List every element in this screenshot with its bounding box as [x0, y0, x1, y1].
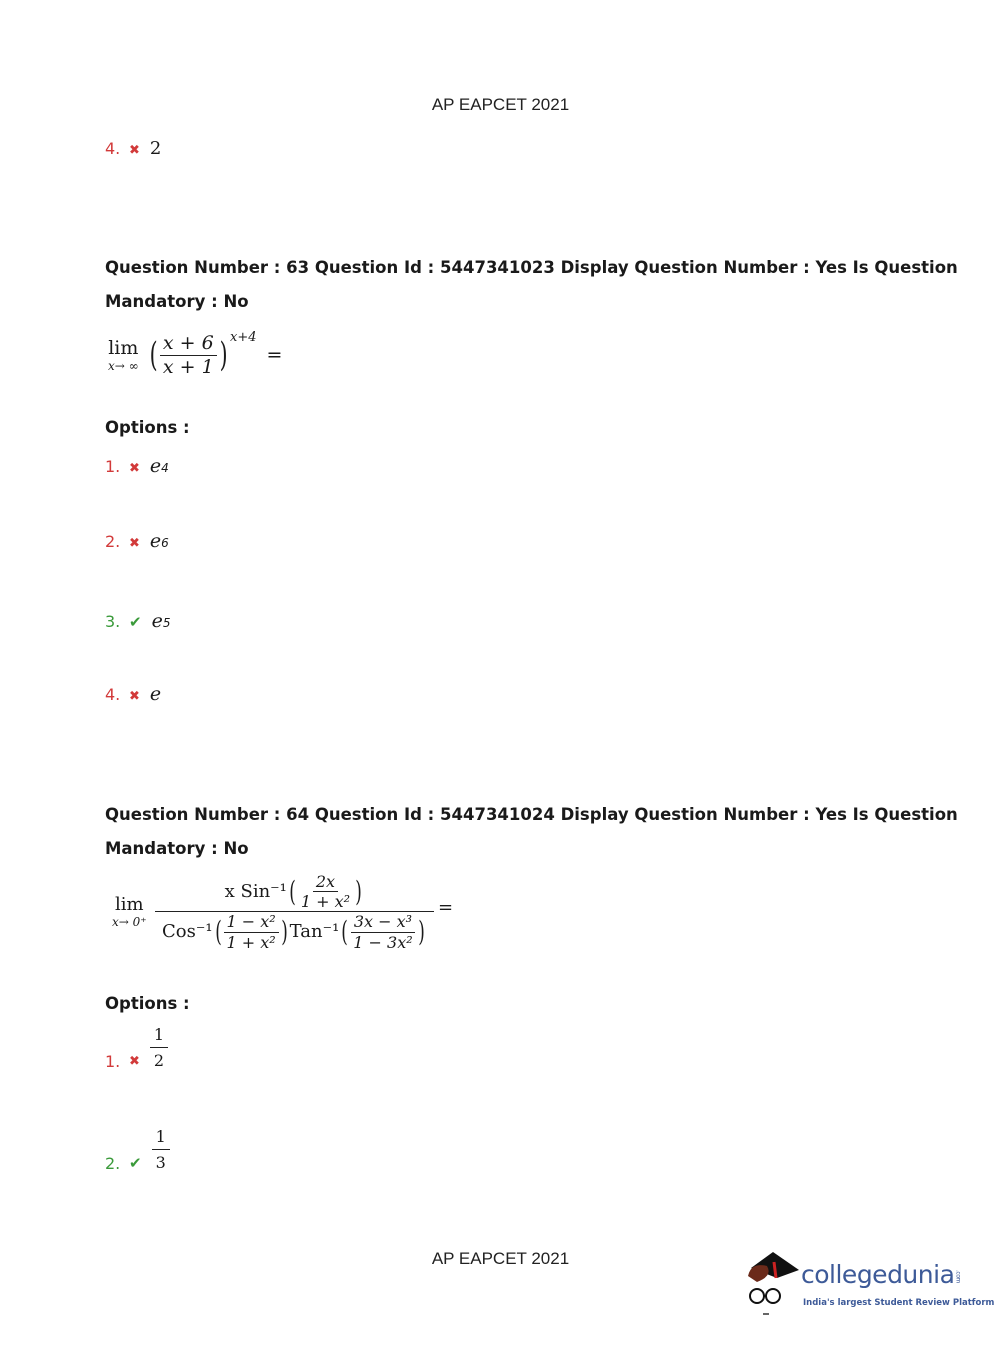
q64-options-label: Options : — [105, 994, 190, 1013]
option-numerator: 1 — [152, 1124, 170, 1150]
q63-options-label: Options : — [105, 418, 190, 437]
option-base: e — [149, 455, 162, 477]
numerator-prefix: x Sin⁻¹ — [224, 880, 287, 902]
option-denominator: 3 — [155, 1153, 166, 1172]
wrong-icon: ✖ — [129, 689, 140, 704]
equals: = — [437, 897, 454, 919]
option-number: 3. — [105, 612, 121, 631]
q64-math: lim x→ 0⁺ x Sin⁻¹ ( $\frac{2x}{\text{1 + x²}}$ ) Cos⁻¹ ( $\frac{\text{1 − x²}}{\text{1 + x²}}$ ) Tan⁻¹ ( $\frac{\text{3x − x³}}{\text{1 − 3x²}}$ ) = — [112, 872, 454, 952]
q63-option-3[interactable] — [105, 610, 170, 632]
prev-option-4 — [105, 138, 161, 159]
mascot-icon — [743, 1248, 803, 1318]
q64-option-1[interactable] — [105, 1022, 168, 1073]
option-value: 2 — [149, 138, 162, 159]
q63-option-1[interactable] — [105, 455, 169, 477]
equals: = — [266, 344, 283, 367]
page-header: AP EAPCET 2021 — [431, 95, 570, 114]
option-number: 2. — [105, 532, 121, 551]
wrong-icon: ✖ — [129, 1054, 140, 1069]
option-numerator: 1 — [150, 1022, 168, 1048]
check-icon: ✔ — [129, 1154, 142, 1172]
option-number: 1. — [105, 457, 121, 476]
logo-wordmark: collegedunia.com — [801, 1260, 962, 1289]
q63-header-line2: Mandatory : No — [105, 292, 249, 311]
option-number: 4. — [105, 685, 121, 704]
tan-numerator: 3x − x³ — [351, 912, 415, 932]
inner-numerator: 2x — [313, 872, 338, 892]
q64-header-line1: Question Number : 64 Question Id : 5447341024 Display Question Number : Yes Is Question — [105, 805, 958, 824]
tan-inverse: Tan⁻¹ — [289, 921, 340, 943]
q63-math: lim x→ ∞ ( $\frac{x + 6}{x + 1}$ ) x+4 = — [108, 330, 283, 378]
q64-header-line2: Mandatory : No — [105, 839, 249, 858]
option-number: 2. — [105, 1154, 121, 1173]
option-number: 4. — [105, 139, 121, 158]
cos-numerator: 1 − x² — [224, 912, 279, 932]
check-icon: ✔ — [129, 613, 142, 631]
exponent: x+4 — [229, 330, 257, 345]
collegedunia-logo — [743, 1248, 995, 1320]
wrong-icon: ✖ — [129, 536, 140, 551]
wrong-icon: ✖ — [129, 143, 140, 158]
option-base: e — [149, 683, 162, 705]
q63-option-4[interactable] — [105, 683, 161, 705]
option-exp: 6 — [161, 536, 169, 550]
tan-denominator: 1 − 3x² — [353, 932, 413, 952]
numerator: x + 6 — [160, 332, 217, 356]
inner-denominator: 1 + x² — [300, 892, 351, 912]
option-base: e — [149, 530, 162, 552]
lim-text: lim — [115, 894, 144, 916]
option-exp: 5 — [162, 616, 171, 630]
option-base: e — [151, 610, 163, 632]
q63-header-line1: Question Number : 63 Question Id : 5447341023 Display Question Number : Yes Is Question — [105, 258, 958, 277]
lim-subscript: x→ ∞ — [108, 359, 139, 374]
option-exp: 4 — [161, 461, 169, 475]
option-denominator: 2 — [153, 1051, 165, 1070]
cos-inverse: Cos⁻¹ — [162, 921, 213, 943]
lim-text: lim — [108, 337, 139, 360]
option-number: 1. — [105, 1052, 121, 1071]
logo-tagline: India's largest Student Review Platform — [803, 1298, 995, 1308]
wrong-icon: ✖ — [129, 461, 140, 476]
page-footer: AP EAPCET 2021 — [431, 1249, 570, 1268]
cos-denominator: 1 + x² — [226, 932, 276, 952]
lim-subscript: x→ 0⁺ — [112, 915, 147, 930]
q63-option-2[interactable] — [105, 530, 169, 552]
q64-option-2[interactable] — [105, 1124, 170, 1175]
denominator: x + 1 — [162, 355, 214, 378]
